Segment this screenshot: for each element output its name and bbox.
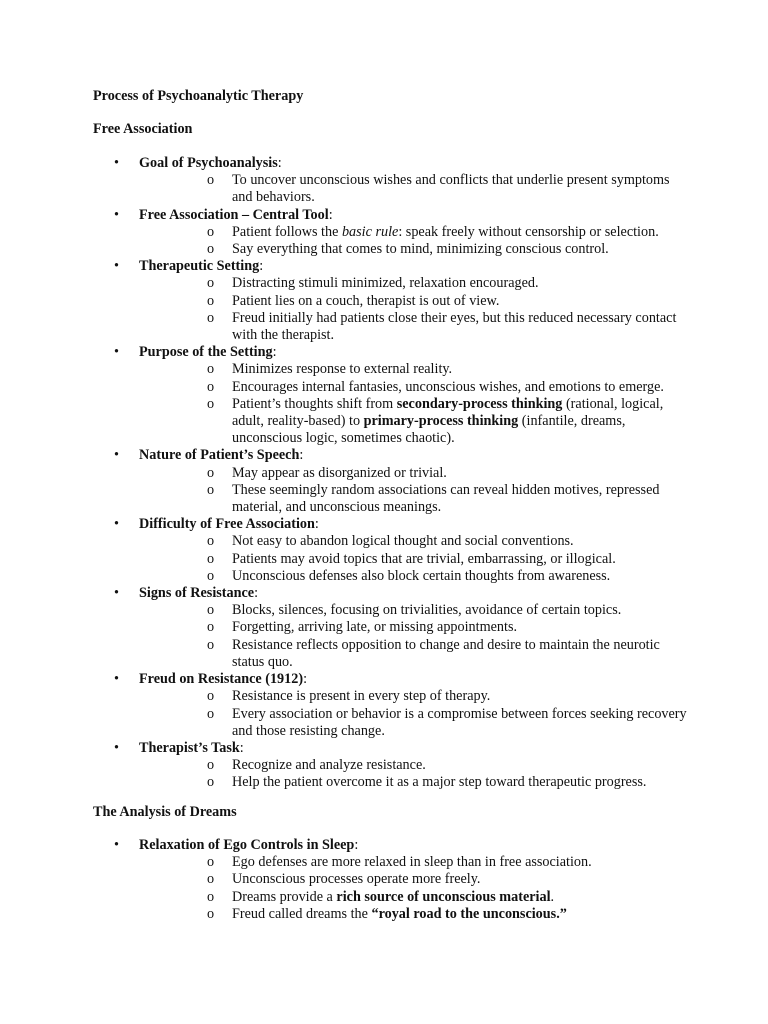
document-title: Process of Psychoanalytic Therapy bbox=[93, 88, 304, 104]
item-label: Therapist’s Task bbox=[139, 739, 240, 756]
list-item-signs-of-resistance: • Signs of Resistance: o Blocks, silences, focusing on trivialities, avoidance of certain topics. o Forgetting, arriving late, or missing appointments. o Resistance reflects opposition to change and desire to maintain the neurotic status quo. bbox=[93, 585, 693, 671]
item-label: Goal of Psychoanalysis bbox=[139, 155, 278, 171]
item-label: Purpose of the Setting bbox=[139, 344, 273, 361]
sub-bullet: o bbox=[207, 464, 215, 481]
item-label: Free Association – Central Tool bbox=[139, 206, 329, 223]
bullet: • bbox=[114, 258, 119, 275]
emphasis-secondary-process: secondary-process thinking bbox=[396, 395, 563, 412]
sub-bullet: o bbox=[207, 223, 215, 240]
list-item-nature-of-speech: • Nature of Patient’s Speech: o May appear as disorganized or trivial. o These seemingly random associations can reveal hidden motives, repressed material, and unconscious meanings. bbox=[93, 447, 693, 516]
sub-item: o Help the patient overcome it as a major step toward therapeutic progress. bbox=[207, 774, 647, 791]
sub-bullet: o bbox=[207, 905, 215, 922]
sub-item: o Patient follows the basic rule: speak freely without censorship or selection. bbox=[207, 223, 659, 240]
sub-item: o Blocks, silences, focusing on trivialities, avoidance of certain topics. bbox=[207, 602, 622, 619]
sub-bullet: o bbox=[207, 688, 215, 705]
sub-bullet: o bbox=[207, 275, 215, 292]
sub-item: o Minimizes response to external reality. bbox=[207, 361, 453, 378]
bullet: • bbox=[114, 516, 119, 533]
sub-bullet: o bbox=[207, 854, 215, 871]
list-item-free-association-tool: • Free Association – Central Tool: o Patient follows the basic rule: speak freely without censorship or selection. o Say everything that comes to mind, minimizing conscious control. bbox=[93, 207, 693, 259]
bullet: • bbox=[114, 447, 119, 464]
sub-bullet: o bbox=[207, 705, 215, 722]
emphasis-royal-road: “royal road to the unconscious.” bbox=[371, 905, 567, 922]
list-item-difficulty: • Difficulty of Free Association: o Not easy to abandon logical thought and social conventions. o Patients may avoid topics that are trivial, embarrassing, or illogical. o Unconscious defenses also block certain thoughts from awareness. bbox=[93, 516, 693, 585]
bullet: • bbox=[114, 837, 119, 853]
sub-bullet: o bbox=[207, 241, 215, 258]
bullet: • bbox=[114, 671, 119, 688]
sub-item: o Encourages internal fantasies, unconscious wishes, and emotions to emerge. bbox=[207, 378, 664, 395]
sub-item: o Ego defenses are more relaxed in sleep than in free association. bbox=[207, 854, 592, 871]
sub-bullet: o bbox=[207, 602, 215, 619]
bullet: • bbox=[114, 344, 119, 361]
sub-bullet: o bbox=[207, 309, 215, 326]
sub-item: o Resistance reflects opposition to change and desire to maintain the neurotic status quo. bbox=[207, 636, 660, 670]
item-label: Freud on Resistance (1912) bbox=[139, 671, 304, 688]
section-heading-free-association: Free Association bbox=[93, 121, 193, 137]
bullet: • bbox=[114, 206, 119, 223]
sub-item: o Say everything that comes to mind, minimizing conscious control. bbox=[207, 241, 609, 258]
emphasis-rich-source: rich source of unconscious material bbox=[336, 888, 551, 905]
sub-bullet: o bbox=[207, 172, 215, 189]
bullet: • bbox=[114, 585, 119, 602]
item-label: Therapeutic Setting bbox=[139, 258, 260, 275]
sub-bullet: o bbox=[207, 619, 215, 636]
sub-item: o Not easy to abandon logical thought and social conventions. bbox=[207, 533, 574, 550]
list-item-ego-controls-in-sleep: • Relaxation of Ego Controls in Sleep: o Ego defenses are more relaxed in sleep than in free association. o Unconscious processes operate more freely. o Dreams provide a rich source of unconscious material. o Freud called dreams the “royal road to the unconscious.” bbox=[93, 837, 693, 923]
list-item-therapists-task: • Therapist’s Task: o Recognize and analyze resistance. o Help the patient overcome it as a major step toward therapeutic progress. bbox=[93, 740, 693, 792]
sub-bullet: o bbox=[207, 888, 215, 905]
sub-bullet: o bbox=[207, 871, 215, 888]
sub-item: o Distracting stimuli minimized, relaxation encouraged. bbox=[207, 275, 539, 292]
item-label: Signs of Resistance bbox=[139, 585, 255, 602]
sub-bullet: o bbox=[207, 292, 215, 309]
sub-bullet: o bbox=[207, 550, 215, 567]
sub-item: o Patients may avoid topics that are trivial, embarrassing, or illogical. bbox=[207, 550, 616, 567]
bullet: • bbox=[114, 739, 119, 756]
list-item-goal: • Goal of Psychoanalysis: o To uncover unconscious wishes and conflicts that underlie present symptoms and behaviors. bbox=[93, 155, 693, 207]
sub-bullet: o bbox=[207, 636, 215, 653]
sub-item: o Recognize and analyze resistance. bbox=[207, 757, 426, 774]
sub-item: o May appear as disorganized or trivial. bbox=[207, 464, 447, 481]
sub-item: o Dreams provide a rich source of unconscious material. bbox=[207, 888, 555, 905]
sub-bullet: o bbox=[207, 757, 215, 774]
emphasis-basic-rule: basic rule bbox=[341, 223, 399, 240]
sub-item: o Resistance is present in every step of therapy. bbox=[207, 688, 491, 705]
sub-bullet: o bbox=[207, 533, 215, 550]
item-label: Difficulty of Free Association bbox=[139, 516, 315, 533]
sub-bullet: o bbox=[207, 774, 215, 791]
sub-item: o Freud called dreams the “royal road to the unconscious.” bbox=[207, 905, 567, 922]
sub-item: o Patient lies on a couch, therapist is out of view. bbox=[207, 292, 500, 309]
sub-item: o Unconscious defenses also block certain thoughts from awareness. bbox=[207, 567, 611, 584]
sub-item: o These seemingly random associations can reveal hidden motives, repressed material, and unconscious meanings. bbox=[207, 481, 660, 516]
sub-bullet: o bbox=[207, 361, 215, 378]
sub-bullet: o bbox=[207, 481, 215, 498]
sub-bullet: o bbox=[207, 567, 215, 584]
sub-item: o Forgetting, arriving late, or missing appointments. bbox=[207, 619, 518, 636]
list-item-purpose-of-setting: • Purpose of the Setting: o Minimizes response to external reality. o Encourages internal fantasies, unconscious wishes, and emotions to emerge. o Patient’s thoughts shift from secondary-process thinking (rational, logical, adult, reality-based) to primary-process thinking (infantile, dreams, unconscious logic, sometimes chaotic). bbox=[93, 344, 693, 447]
bullet: • bbox=[114, 155, 119, 171]
section-heading-analysis-of-dreams: The Analysis of Dreams bbox=[93, 804, 237, 820]
item-label: Relaxation of Ego Controls in Sleep bbox=[139, 837, 355, 853]
sub-item: o Patient’s thoughts shift from secondary-process thinking (rational, logical, adult, reality-based) to primary-process thinking (infantile, dreams, unconscious logic, sometimes chaotic). bbox=[207, 395, 664, 447]
item-label: Nature of Patient’s Speech bbox=[139, 447, 300, 464]
sub-item: o To uncover unconscious wishes and conflicts that underlie present symptoms and behaviors. bbox=[207, 172, 670, 206]
list-item-freud-on-resistance: • Freud on Resistance (1912): o Resistance is present in every step of therapy. o Every association or behavior is a compromise between forces seeking recovery and those resisting change. bbox=[93, 671, 693, 740]
sub-bullet: o bbox=[207, 378, 215, 395]
sub-item: o Every association or behavior is a compromise between forces seeking recovery and those resisting change. bbox=[207, 705, 687, 739]
analysis-of-dreams-list bbox=[93, 837, 693, 923]
free-association-list bbox=[93, 155, 693, 792]
emphasis-primary-process: primary-process thinking bbox=[363, 413, 519, 430]
sub-bullet: o bbox=[207, 395, 215, 412]
sub-item: o Freud initially had patients close their eyes, but this reduced necessary contact with the therapist. bbox=[207, 309, 677, 344]
list-item-therapeutic-setting: • Therapeutic Setting: o Distracting stimuli minimized, relaxation encouraged. o Patient lies on a couch, therapist is out of view. o Freud initially had patients close their eyes, but this reduced necessary contact with the therapist. bbox=[93, 258, 693, 344]
sub-item: o Unconscious processes operate more freely. bbox=[207, 871, 481, 888]
